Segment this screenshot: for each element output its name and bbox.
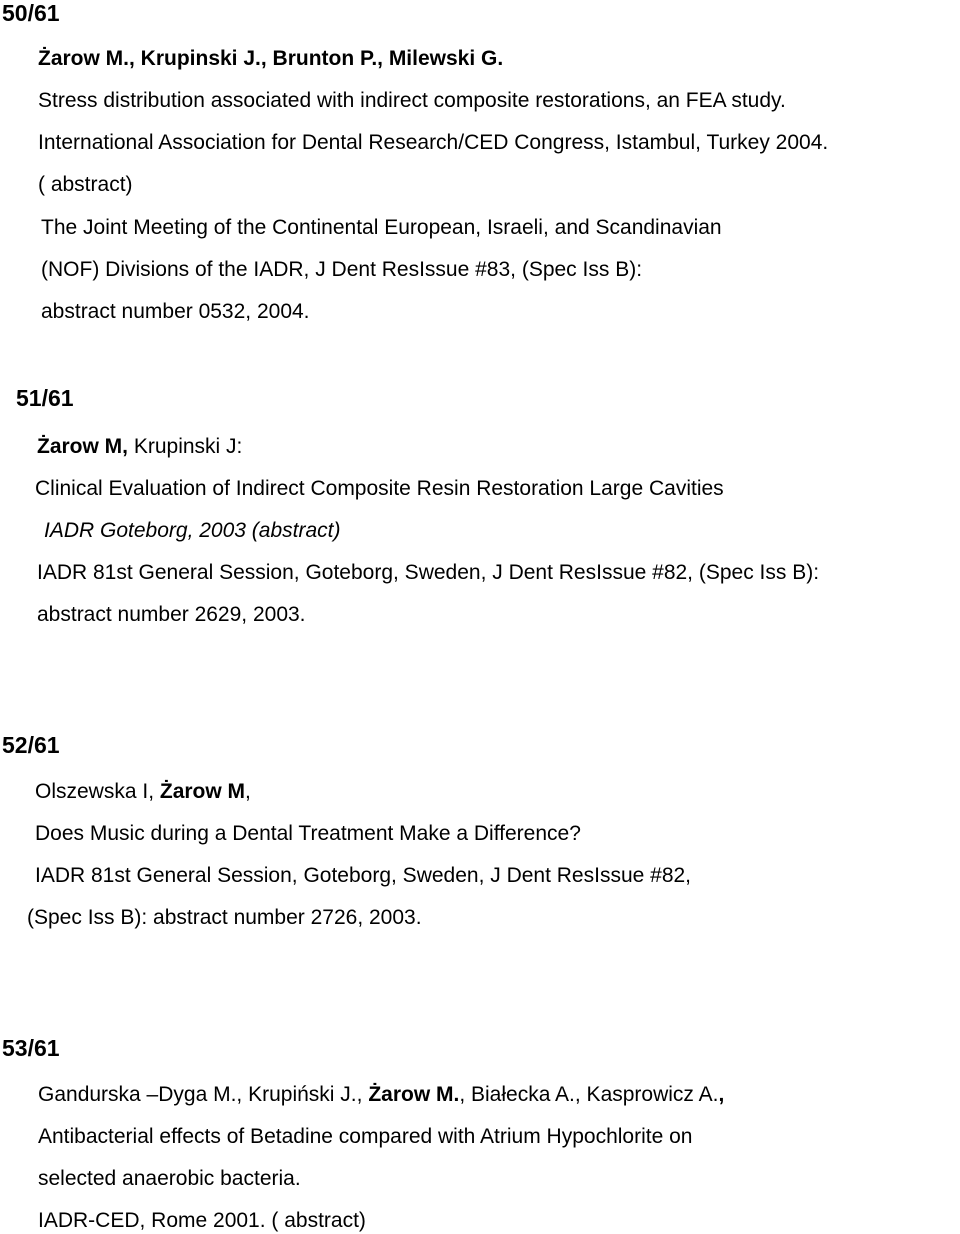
entry-note: ( abstract): [38, 173, 133, 196]
entry-title: Does Music during a Dental Treatment Make a Difference?: [35, 822, 581, 845]
author-comma: ,: [718, 1083, 725, 1106]
author-highlight: Żarow M: [159, 780, 246, 803]
author-text: Olszewska I,: [35, 780, 160, 803]
entry-abstract: (Spec Iss B): abstract number 2726, 2003.: [27, 906, 422, 929]
author-text: Krupinski J:: [128, 435, 243, 458]
entry-meeting-line: abstract number 0532, 2004.: [41, 300, 310, 323]
entry-meeting-line: (NOF) Divisions of the IADR, J Dent ResIssue #83, (Spec Iss B):: [41, 258, 643, 281]
entry-venue: International Association for Dental Research/CED Congress, Istambul, Turkey 2004.: [38, 131, 829, 154]
entry-meeting-line: The Joint Meeting of the Continental European, Israeli, and Scandinavian: [41, 216, 722, 239]
entry-session: IADR 81st General Session, Goteborg, Sweden, J Dent ResIssue #82,: [35, 864, 692, 887]
author-highlight: Żarow M,: [37, 435, 129, 458]
entry-title: Clinical Evaluation of Indirect Composite Resin Restoration Large Cavities: [35, 477, 724, 500]
entry-authors: Żarow M., Krupinski J., Brunton P., Milewski G.: [38, 47, 504, 70]
entry-number: 50/61: [2, 0, 60, 26]
entry-abstract: abstract number 2629, 2003.: [37, 603, 306, 626]
entry-number: 53/61: [2, 1035, 60, 1061]
author-highlight: Żarow M.: [368, 1083, 460, 1106]
entry-authors: [35, 779, 251, 805]
entry-session: IADR 81st General Session, Goteborg, Sweden, J Dent ResIssue #82, (Spec Iss B):: [37, 561, 820, 584]
author-text: Gandurska –Dyga M., Krupiński J.,: [38, 1083, 369, 1106]
entry-title-line: selected anaerobic bacteria.: [38, 1167, 301, 1190]
entry-title: Stress distribution associated with indirect composite restorations, an FEA study.: [38, 89, 786, 112]
entry-venue: IADR Goteborg, 2003 (abstract): [44, 519, 341, 542]
author-text: , Białecka A., Kasprowicz A.: [459, 1083, 719, 1106]
entry-title-line: Antibacterial effects of Betadine compared with Atrium Hypochlorite on: [38, 1125, 693, 1148]
entry-authors: [38, 1082, 724, 1108]
entry-authors: [37, 434, 242, 460]
entry-number: 51/61: [16, 385, 74, 411]
entry-venue: IADR-CED, Rome 2001. ( abstract): [38, 1209, 366, 1232]
entry-number: 52/61: [2, 732, 60, 758]
author-text: ,: [245, 780, 251, 803]
